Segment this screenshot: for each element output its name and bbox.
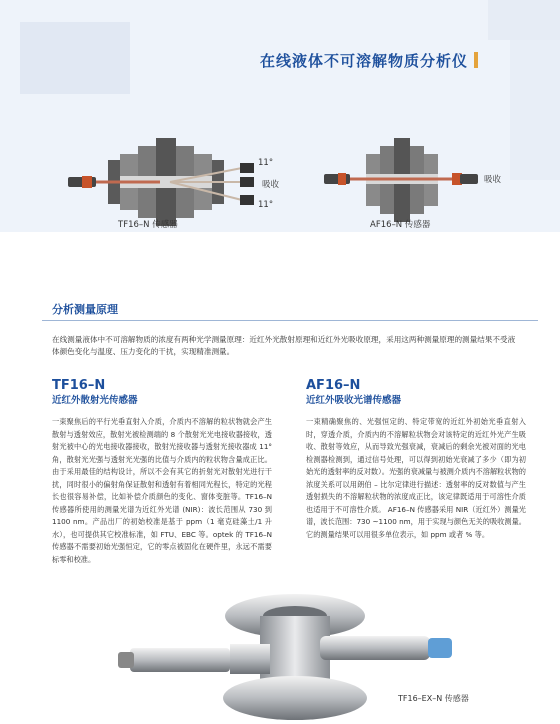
- section-divider: [42, 320, 538, 321]
- tf16-diagram-caption: TF16–N 传感器: [118, 220, 178, 230]
- tf16-diagram: [60, 138, 290, 228]
- principle-heading: 分析测量原理: [52, 303, 118, 316]
- af16-title: AF16–N: [306, 378, 361, 393]
- title-accent-bar: [474, 52, 478, 68]
- af16-diagram: [322, 138, 482, 224]
- af16-detector: [452, 173, 478, 185]
- decor-tall: [510, 40, 560, 180]
- af16-diagram-caption: AF16–N 传感器: [370, 220, 431, 230]
- af16-body: 一束精确聚焦的、光强恒定的、特定带宽的近红外初始光垂直射入时，穿透介质，介质内的不溶解粒状物会对该特定的近红外光产生吸收、散射等效应，从而导致光强衰减，衰减后的剩余光被对面的光电检测器检测到，通过信号处理，可以得到初始光衰减了多少（即为初始光的透射率的反对数）。光强的衰减量与被测介质内不溶解粒状物的浓度关系可以用朗伯 – 比尔定律进行描述：透射率的反对数值与产生透射损失的不溶解粒状物的浓度成正比，该定律既适用于可溶性介质也适用于不可溶性介质。 AF16–N 传感器采用 NIR（近红外）测量光谱，波长范围：730 ~1100 nm，用于实现与颜色无关的吸收测量。它的测量结果可以用很多单位表示，如 ppm 或者 % 等。: [306, 417, 526, 539]
- tf16-title: TF16–N: [52, 378, 106, 393]
- tf16-label-11-top: 11°: [258, 158, 274, 168]
- af16-label-absorb: 吸收: [484, 175, 502, 185]
- tf16-subtitle: 近红外散射光传感器: [52, 395, 138, 406]
- tf16-label-absorb: 吸收: [262, 180, 280, 190]
- photo-caption: TF16–EX–N 传感器: [398, 694, 469, 703]
- tf16-body: 一束聚焦后的平行光垂直射入介质，介质内不溶解的粒状物就会产生散射与透射效应，散射光被检测端的 8 个散射光光电接收器接收，透射光被中心的光电接收器接收，散射光接收器与透射光接收器成 11° 角，散射光光强与透射光光强的比值与介质内的粒状物含量成正比。由于采用最佳的结构设计，所以不会有其它的折射光对散射光进行干扰，同时很小的偏射角保证散射和透射有着相同光程长，特定的光程长也很容易补偿，比如补偿介质颜色的变化、窗体变脏等。TF16–N 传感器所使用的测量光谱为近红外光谱 (NIR)：波长范围从 730 到 1100 nm。产品出厂的初始校准是基于 ppm（1 毫克硅藻土/1 升水），也可提供其它校准标准，如 FTU、EBC 等。optek 的 TF16–N 传感器不需要初始光强恒定，它的零点被固化在硬件里，永远不需要标零和校准。: [52, 417, 272, 564]
- principle-text: 在线测量液体中不可溶解物质的浓度有两种光学测量原理：近红外光散射原理和近红外光吸收原理，采用这两种测量原理的测量结果不受液体颜色变化与温度、压力变化的干扰，实现精准测量。: [52, 335, 516, 356]
- tf16-label-11-bottom: 11°: [258, 200, 274, 210]
- decor-square: [20, 22, 130, 94]
- page-title: 在线液体不可溶解物质分析仪: [259, 52, 468, 70]
- af16-subtitle: 近红外吸收光谱传感器: [306, 395, 402, 406]
- decor-rect: [488, 0, 560, 40]
